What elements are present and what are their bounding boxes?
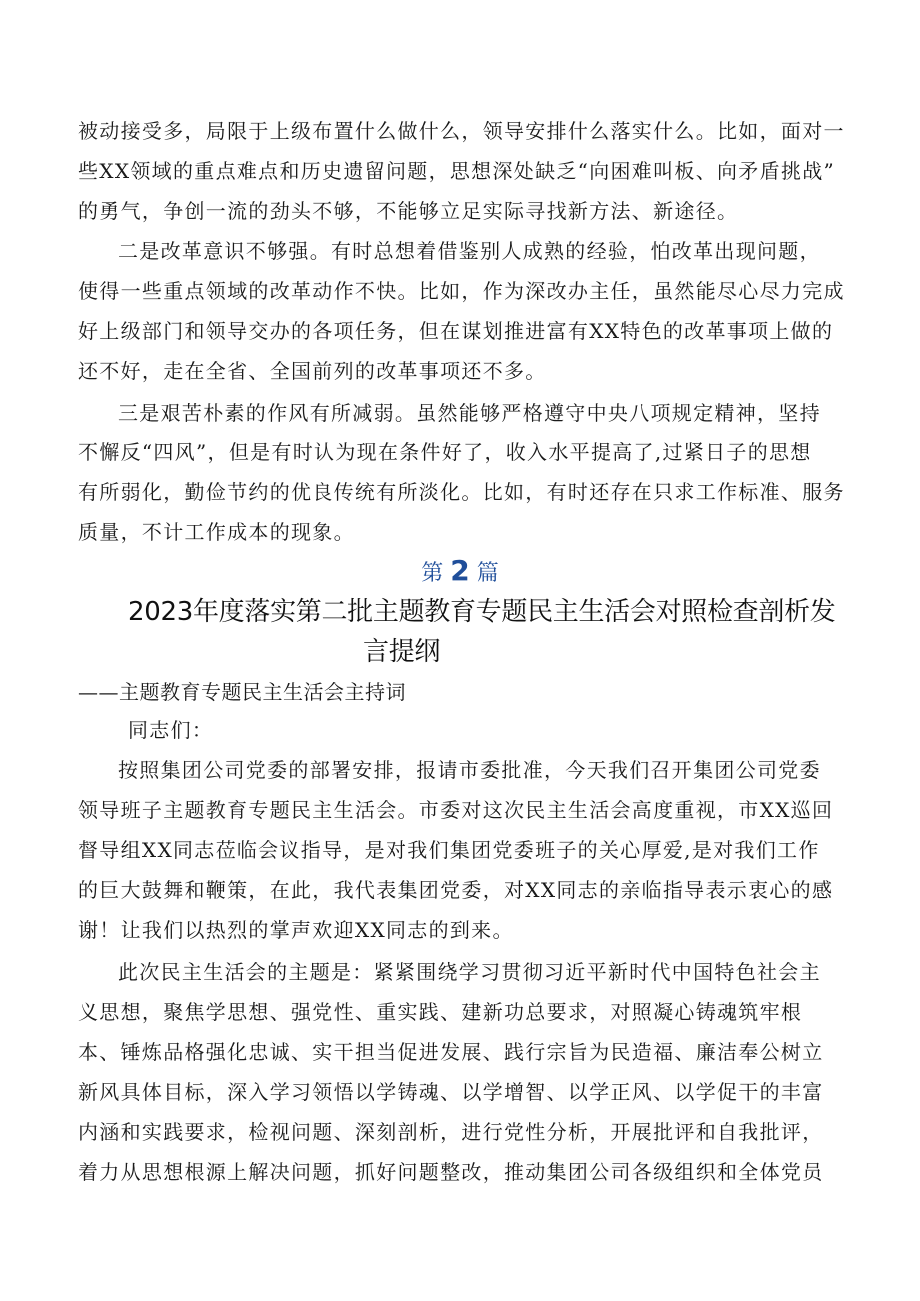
- paragraph-line: 谢！让我们以热烈的掌声欢迎XX同志的到来。: [78, 918, 514, 942]
- paragraph-line: 内涵和实践要求，检视问题、深刻剖析，进行党性分析，开展批评和自我批评，: [78, 1120, 824, 1144]
- paragraph-line: 着力从思想根源上解决问题，抓好问题整改，推动集团公司各级组织和全体党员: [78, 1160, 824, 1184]
- paragraph-line: 好上级部门和领导交办的各项任务，但在谋划推进富有XX特色的改革事项上做的: [78, 319, 834, 343]
- paragraph-line: 按照集团公司党委的部署安排，报请市委批准，今天我们召开集团公司党委: [118, 758, 821, 782]
- paragraph-line: 本、锤炼品格强化忠诚、实干担当促进发展、践行宗旨为民造福、廉洁奉公树立: [78, 1040, 824, 1064]
- paragraph-line: 新风具体目标，深入学习领悟以学铸魂、以学增智、以学正风、以学促干的丰富: [78, 1080, 824, 1104]
- paragraph-line: 二是改革意识不够强。有时总想着借鉴别人成熟的经验，怕改革出现问题，: [118, 239, 821, 263]
- paragraph-line: 督导组XX同志莅临会议指导，是对我们集团党委班子的关心厚爱,是对我们工作: [78, 838, 820, 862]
- section-number: 2: [450, 554, 470, 587]
- document-title-line-2: 言提纲: [363, 637, 441, 667]
- section-number-heading: [0, 556, 920, 589]
- paragraph-line: 三是艰苦朴素的作风有所减弱。虽然能够严格遵守中央八项规定精神，坚持: [118, 401, 821, 425]
- paragraph-line: 使得一些重点领域的改革动作不快。比如，作为深改办主任，虽然能尽心尽力完成: [78, 279, 845, 303]
- paragraph-line: 的巨大鼓舞和鞭策，在此，我代表集团党委，对XX同志的亲临指导表示衷心的感: [78, 878, 834, 902]
- salutation: 同志们：: [128, 718, 214, 742]
- paragraph-line: 质量，不计工作成本的现象。: [78, 520, 355, 544]
- section-suffix: 篇: [476, 561, 499, 586]
- section-prefix: 第: [421, 561, 444, 586]
- paragraph-line: 此次民主生活会的主题是：紧紧围绕学习贯彻习近平新时代中国特色社会主: [118, 960, 821, 984]
- paragraph-line: 有所弱化，勤俭节约的优良传统有所淡化。比如，有时还存在只求工作标准、服务: [78, 480, 845, 504]
- paragraph-line: 领导班子主题教育专题民主生活会。市委对这次民主生活会高度重视，市XX巡回: [78, 798, 834, 822]
- subtitle-line: ——主题教育专题民主生活会主持词: [78, 680, 406, 704]
- document-title-line-1: 2023年度落实第二批主题教育专题民主生活会对照检查剖析发: [128, 597, 836, 627]
- paragraph-line: 义思想，聚焦学思想、强党性、重实践、建新功总要求，对照凝心铸魂筑牢根: [78, 1000, 803, 1024]
- paragraph-line: 还不好，走在全省、全国前列的改革事项还不多。: [78, 359, 547, 383]
- paragraph-line: 的勇气，争创一流的劲头不够，不能够立足实际寻找新方法、新途径。: [78, 199, 739, 223]
- paragraph-line: 不懈反“四风”，但是有时认为现在条件好了，收入水平提高了,过紧日子的思想: [78, 440, 812, 464]
- paragraph-line: 被动接受多，局限于上级布置什么做什么，领导安排什么落实什么。比如，面对一: [78, 119, 845, 143]
- paragraph-line: 些XX领域的重点难点和历史遗留问题，思想深处缺乏“向困难叫板、向矛盾挑战”: [78, 159, 836, 183]
